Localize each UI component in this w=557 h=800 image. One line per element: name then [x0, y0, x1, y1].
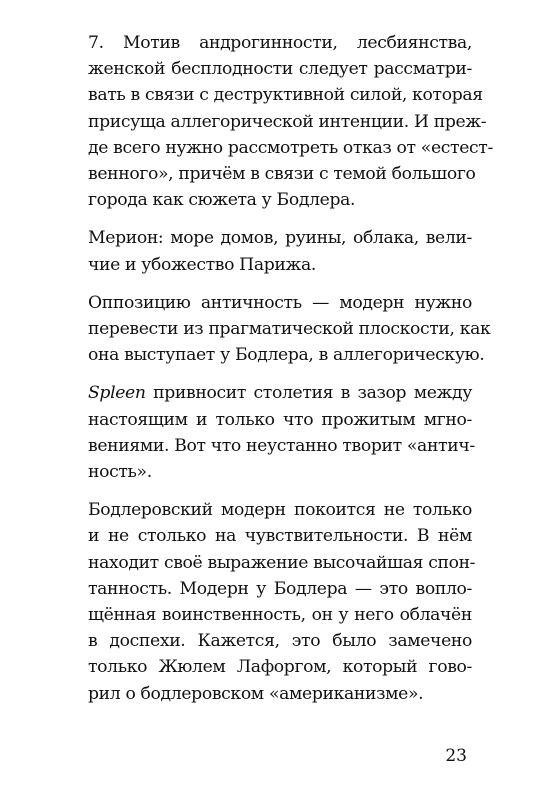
text-line: только Жюлем Лафоргом, который гово- [88, 657, 472, 678]
text-line: чие и убожество Парижа. [88, 254, 316, 275]
text-line [88, 380, 472, 406]
text-line: рил о бодлеровском «американизме». [88, 683, 424, 704]
text-line: Мерион: море домов, руины, облака, вели- [88, 228, 472, 249]
text-line: присуща аллегорической интенции. И преж- [88, 111, 487, 132]
text-line: она выступает у Бодлера, в аллегорическую. [88, 345, 485, 366]
text-line: венного», причём в связи с темой большого [88, 164, 476, 185]
paragraph-androgyny-motif [88, 30, 493, 213]
text-line: танность. Модерн у Бодлера — это вопло- [88, 578, 472, 599]
text-line: де всего нужно рассмотреть отказ от «естест- [88, 137, 493, 158]
paragraph-merion [88, 225, 472, 277]
text-fragment: привносит столетия в зазор между [145, 383, 472, 404]
spleen-italic-title: Spleen [88, 383, 146, 404]
text-line: 7. Мотив андрогинности, лесбиянства, [88, 33, 472, 53]
text-line: настоящим и только что прожитым мгно- [88, 409, 472, 430]
text-line: Оппозицию античность — модерн нужно [88, 292, 472, 313]
text-line: и не столько на чувствительности. В нём [88, 526, 472, 547]
text-line: ность». [88, 462, 152, 483]
text-line: перевести из прагматической плоскости, как [88, 319, 491, 340]
paragraph-baudelaire-modern [88, 497, 476, 707]
text-line: города как сюжета у Бодлера. [88, 190, 356, 211]
text-line: щённая воинственность, он у него облачён [88, 605, 472, 626]
text-line: вать в связи с деструктивной силой, которая [88, 85, 483, 106]
text-line: женской бесплодности следует рассматри- [88, 59, 472, 80]
paragraph-antiquity-modern [88, 290, 491, 369]
text-line: Бодлеровский модерн покоится не только [88, 500, 472, 521]
page-body [88, 30, 493, 719]
text-line: в доспехи. Кажется, это было замечено [88, 631, 472, 652]
text-line: вениями. Вот что неустанно творит «антич- [88, 435, 475, 456]
text-line: находит своё выражение высочайшая спон- [88, 552, 476, 573]
page-number: 23 [445, 746, 467, 766]
paragraph-spleen [88, 380, 475, 485]
